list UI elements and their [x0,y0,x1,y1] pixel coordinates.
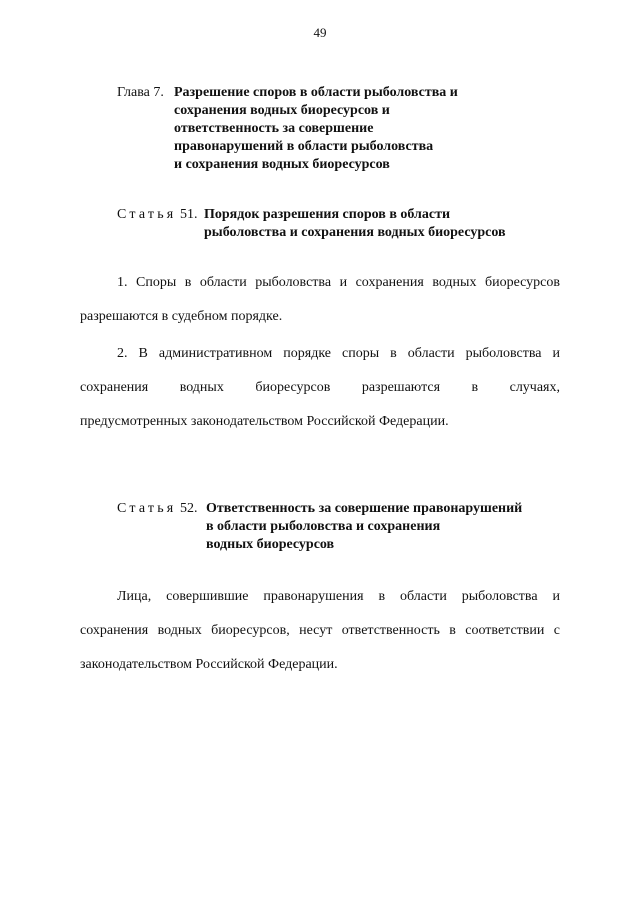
article-52-title-line: водных биоресурсов [206,537,335,552]
paragraph-line: 1. Споры в области рыболовства и сохранения водных биоресурсов [117,275,560,290]
article-51-title-line: Порядок разрешения споров в области [204,207,451,222]
article-51-paragraph-2 [80,337,560,439]
paragraph-line: законодательством Российской Федерации. [80,657,338,672]
chapter-title-line: Разрешение споров в области рыболовства и [174,85,458,100]
article-52-title-line: Ответственность за совершение правонарушений [206,501,523,516]
paragraph-line: предусмотренных законодательством Российской Федерации. [80,414,449,429]
article-51-number: 51. [179,207,198,222]
article-51-label [117,206,197,224]
chapter-title-line: и сохранения водных биоресурсов [174,157,390,172]
article-52-title-line: в области рыболовства и сохранения [206,519,441,534]
article-51-word: Статья [117,207,177,222]
page-number: 49 [313,25,327,40]
article-51-title-line: рыболовства и сохранения водных биоресурсов [204,225,506,240]
paragraph-line: разрешаются в судебном порядке. [80,309,283,324]
article-52-label [117,500,197,518]
article-51-title [204,206,506,242]
chapter-title [174,84,458,174]
paragraph-line: сохранения водных биоресурсов, несут ответственность в соответствии с [80,623,560,638]
article-52-number: 52. [179,501,198,516]
chapter-heading [117,84,537,179]
article-52-word: Статья [117,501,177,516]
chapter-title-line: правонарушений в области рыболовства [174,139,434,154]
chapter-prefix: Глава 7. [117,85,164,100]
chapter-title-line: ответственность за совершение [174,121,374,136]
chapter-title-line: сохранения водных биоресурсов и [174,103,390,118]
paragraph-line: сохранения водных биоресурсов разрешаются в случаях, [80,380,560,395]
paragraph-line: Лица, совершившие правонарушения в области рыболовства и [117,589,560,604]
article-51-paragraph-1 [80,266,560,334]
article-52-paragraph-1 [80,580,560,682]
article-51-heading [117,206,557,246]
paragraph-line: 2. В административном порядке споры в области рыболовства и [117,346,560,361]
article-52-heading [117,500,567,558]
article-52-title [206,500,522,554]
